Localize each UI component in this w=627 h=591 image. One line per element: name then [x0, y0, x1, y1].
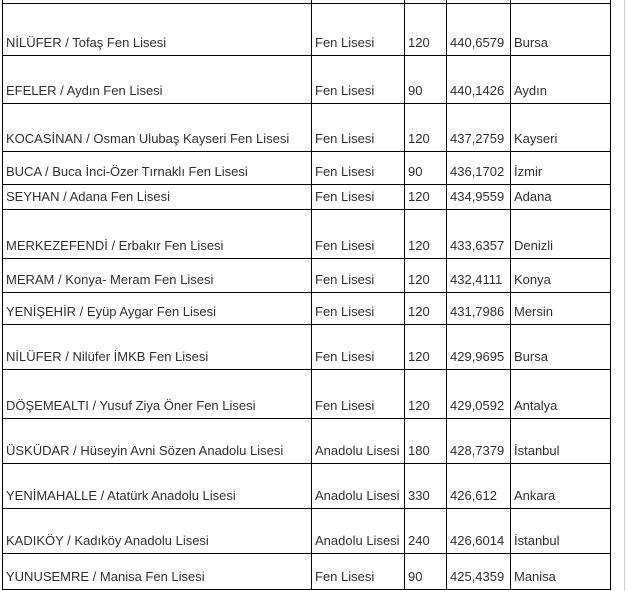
score-cell: 425,4359 — [446, 554, 510, 589]
score-cell: 434,9559 — [446, 185, 510, 209]
school-cell: YUNUSEMRE / Manisa Fen Lisesi — [2, 554, 311, 589]
score-cell: 432,4111 — [446, 259, 510, 292]
table-row — [2, 55, 611, 103]
city-cell: Ankara — [510, 464, 611, 508]
score-cell: 426,6014 — [446, 509, 510, 553]
type-cell: Fen Lisesi — [311, 554, 404, 589]
table-row — [2, 324, 611, 369]
city-cell: İstanbul — [510, 509, 611, 553]
quota-cell: 90 — [404, 554, 446, 589]
type-cell: Fen Lisesi — [311, 152, 404, 184]
table-row — [2, 292, 611, 324]
city-cell: Bursa — [510, 4, 611, 55]
type-cell: Anadolu Lisesi — [311, 419, 404, 463]
city-cell: Mersin — [510, 293, 611, 324]
city-cell: Aydın — [510, 56, 611, 103]
type-cell: Anadolu Lisesi — [311, 464, 404, 508]
type-cell: Anadolu Lisesi — [311, 509, 404, 553]
quota-cell: 120 — [404, 185, 446, 209]
school-cell: MERAM / Konya- Meram Fen Lisesi — [2, 259, 311, 292]
table-row — [2, 463, 611, 508]
table-row — [2, 508, 611, 553]
page-edge-divider — [624, 0, 625, 591]
quota-cell: 330 — [404, 464, 446, 508]
table-row — [2, 184, 611, 209]
city-cell: Manisa — [510, 554, 611, 589]
score-cell: 429,0592 — [446, 370, 510, 418]
table-row — [2, 258, 611, 292]
quota-cell: 120 — [404, 370, 446, 418]
city-cell: Adana — [510, 185, 611, 209]
school-cell: KADIKÖY / Kadıköy Anadolu Lisesi — [2, 509, 311, 553]
type-cell: Fen Lisesi — [311, 56, 404, 103]
table-row — [2, 418, 611, 463]
type-cell: Fen Lisesi — [311, 370, 404, 418]
type-cell: Fen Lisesi — [311, 259, 404, 292]
type-cell: Fen Lisesi — [311, 325, 404, 369]
school-cell: MERKEZEFENDİ / Erbakır Fen Lisesi — [2, 210, 311, 258]
score-cell: 426,612 — [446, 464, 510, 508]
city-cell: İzmir — [510, 152, 611, 184]
quota-cell: 180 — [404, 419, 446, 463]
city-cell: İstanbul — [510, 419, 611, 463]
quota-cell: 120 — [404, 325, 446, 369]
type-cell: Fen Lisesi — [311, 4, 404, 55]
score-cell: 433,6357 — [446, 210, 510, 258]
score-cell: 428,7379 — [446, 419, 510, 463]
quota-cell: 120 — [404, 293, 446, 324]
school-cell: EFELER / Aydın Fen Lisesi — [2, 56, 311, 103]
type-cell: Fen Lisesi — [311, 185, 404, 209]
school-cell: DÖŞEMEALTI / Yusuf Ziya Öner Fen Lisesi — [2, 370, 311, 418]
score-cell: 429,9695 — [446, 325, 510, 369]
quota-cell: 240 — [404, 509, 446, 553]
score-cell: 440,6579 — [446, 4, 510, 55]
table-row — [2, 103, 611, 151]
score-cell: 431,7986 — [446, 293, 510, 324]
type-cell: Fen Lisesi — [311, 293, 404, 324]
city-cell: Kayseri — [510, 104, 611, 151]
city-cell: Konya — [510, 259, 611, 292]
school-cell: SEYHAN / Adana Fen Lisesi — [2, 185, 311, 209]
quota-cell: 120 — [404, 259, 446, 292]
table-row — [2, 3, 611, 55]
school-cell: KOCASİNAN / Osman Ulubaş Kayseri Fen Lisesi — [2, 104, 311, 151]
school-cell: NİLÜFER / Tofaş Fen Lisesi — [2, 4, 311, 55]
type-cell: Fen Lisesi — [311, 210, 404, 258]
score-cell: 436,1702 — [446, 152, 510, 184]
school-cell: ÜSKÜDAR / Hüseyin Avni Sözen Anadolu Lisesi — [2, 419, 311, 463]
quota-cell: 90 — [404, 152, 446, 184]
school-cell: NİLÜFER / Nilüfer İMKB Fen Lisesi — [2, 325, 311, 369]
school-cell: YENİŞEHİR / Eyüp Aygar Fen Lisesi — [2, 293, 311, 324]
quota-cell: 90 — [404, 56, 446, 103]
type-cell: Fen Lisesi — [311, 104, 404, 151]
table-row — [2, 209, 611, 258]
quota-cell: 120 — [404, 210, 446, 258]
table-row — [2, 553, 611, 590]
school-cell: BUCA / Buca İnci-Özer Tırnaklı Fen Lisesi — [2, 152, 311, 184]
quota-cell: 120 — [404, 104, 446, 151]
table-row — [2, 369, 611, 418]
quota-cell: 120 — [404, 4, 446, 55]
score-cell: 437,2759 — [446, 104, 510, 151]
city-cell: Denizli — [510, 210, 611, 258]
school-cell: YENİMAHALLE / Atatürk Anadolu Lisesi — [2, 464, 311, 508]
city-cell: Antalya — [510, 370, 611, 418]
city-cell: Bursa — [510, 325, 611, 369]
score-cell: 440,1426 — [446, 56, 510, 103]
table-row — [2, 151, 611, 184]
